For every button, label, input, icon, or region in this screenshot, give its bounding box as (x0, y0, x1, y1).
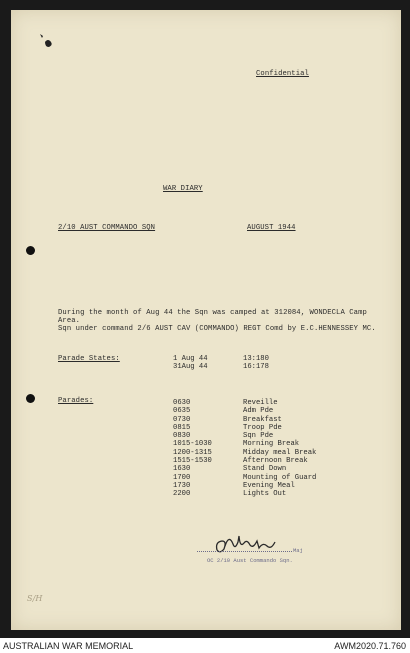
parade-time: 2200 (173, 490, 191, 499)
parade-state-date: 31Aug 44 (173, 363, 208, 372)
parade-time: 0730 (173, 415, 191, 424)
handwritten-signature (213, 528, 283, 558)
signature-line (197, 551, 292, 552)
parade-times (173, 399, 212, 499)
body-line-1: During the month of Aug 44 the Sqn was camped at 312084, WONDECLA Camp (58, 309, 367, 317)
body-line-3: Sqn under command 2/6 AUST CAV (COMMANDO) REGT Comd by E.C.HENNESSEY MC. (58, 325, 376, 333)
parade-time: 0830 (173, 432, 191, 441)
parade-state-value: 16:178 (243, 363, 269, 372)
parade-event: Reveille (243, 399, 278, 407)
parade-time: 1515-1530 (173, 457, 212, 466)
classification-label: Confidential (256, 70, 309, 78)
parade-event: Sqn Pde (243, 432, 274, 441)
parade-event: Midday meal Break (243, 448, 317, 457)
footer-institution: AUSTRALIAN WAR MEMORIAL (3, 641, 134, 651)
ink-blot-mark (37, 32, 59, 50)
parade-states-label: Parade States: (58, 355, 120, 363)
parade-event: Breakfast (243, 415, 282, 424)
document-page (11, 10, 401, 630)
parade-event: Adm Pde (243, 407, 274, 416)
parade-time: 0815 (173, 423, 191, 432)
footer-accession-number: AWM2020.71.760 (334, 641, 406, 651)
parade-events (243, 399, 316, 499)
parade-event: Evening Meal (243, 481, 295, 490)
parade-time: 0635 (173, 407, 191, 416)
parade-event: Afternoon Break (243, 457, 308, 466)
parade-event: Troop Pde (243, 423, 282, 432)
parade-states-values (243, 355, 269, 372)
parade-time: 1630 (173, 465, 191, 474)
unit-name: 2/10 AUST COMMANDO SQN (58, 224, 156, 232)
parade-time: 1015-1030 (173, 440, 212, 449)
punch-hole-bottom (26, 394, 35, 403)
parade-event: Mounting of Guard (243, 473, 317, 482)
signature-block: OC 2/10 Aust Commando Sqn. (207, 557, 293, 564)
parade-time: 1700 (173, 473, 191, 482)
document-title: WAR DIARY (163, 185, 203, 193)
parades-label: Parades: (58, 397, 94, 405)
margin-note: S/H (27, 594, 43, 603)
parade-time: 0630 (173, 399, 191, 407)
body-line-2: Area. (58, 317, 81, 325)
diary-month: AUGUST 1944 (247, 224, 296, 232)
archive-footer (0, 638, 410, 653)
parade-event: Morning Break (243, 440, 300, 449)
parade-state-date: 1 Aug 44 (173, 355, 208, 363)
parade-time: 1200-1315 (173, 448, 212, 457)
parade-event: Stand Down (243, 465, 287, 474)
parade-time: 1730 (173, 481, 191, 490)
punch-hole-top (26, 246, 35, 255)
parade-states-dates (173, 355, 208, 372)
parade-event: Lights Out (243, 490, 287, 499)
signature-rank: Maj (293, 547, 303, 554)
parade-state-value: 13:180 (243, 355, 269, 363)
